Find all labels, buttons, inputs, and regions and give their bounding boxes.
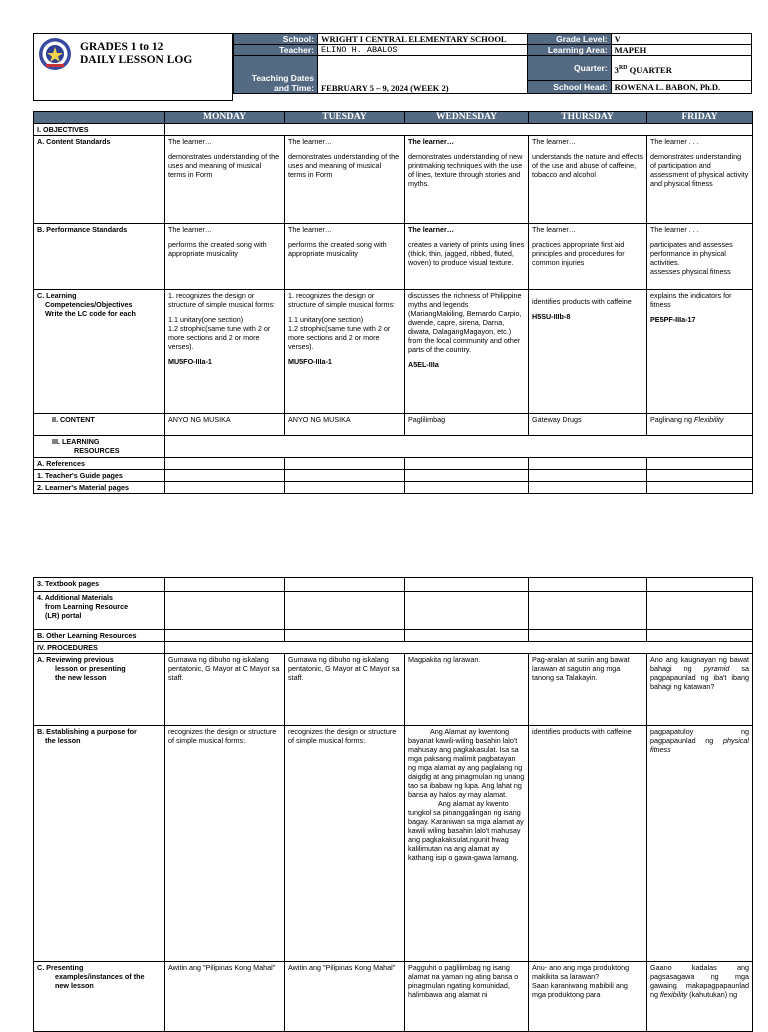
perf-std-thursday xyxy=(529,224,647,290)
comp-thu-code: H5SU-IIIb-8 xyxy=(532,312,571,321)
other-resources-row xyxy=(34,630,753,642)
presenting-fri-1: Gaano kadalas ang pagsasagawa ng mga gawaing makapagpapaunlad ng xyxy=(650,963,749,999)
references-label: A. References xyxy=(34,458,165,470)
purpose-wednesday xyxy=(405,726,529,962)
perf-std-tuesday xyxy=(285,224,405,290)
ps-tue-intro: The learner… xyxy=(288,225,332,234)
cs-fri-intro: The learner . . . xyxy=(650,137,699,146)
presenting-row xyxy=(34,962,753,1032)
content-std-friday xyxy=(647,136,753,224)
review-fri-3: sa pagpapaunlad ng iba't ibang bahagi ng katawan? xyxy=(650,664,749,691)
content-monday: ANYO NG MUSIKA xyxy=(165,414,285,436)
quarter-value xyxy=(612,56,751,81)
ps-mon-intro: The learner… xyxy=(168,225,212,234)
school-value: WRIGHT I CENTRAL ELEMENTARY SCHOOL xyxy=(317,34,527,45)
purpose-label-1: B. Establishing a purpose for xyxy=(37,727,137,736)
content-row xyxy=(34,414,753,436)
quarter-text: QUARTER xyxy=(627,64,672,75)
ps-thu-intro: The learner… xyxy=(532,225,576,234)
presenting-thu-1: Anu- ano ang mga produktong makikita sa larawan? xyxy=(532,963,630,981)
head-label: School Head: xyxy=(553,82,608,92)
reviewing-label-1: A. Reviewing previous xyxy=(37,655,114,664)
or-wed xyxy=(405,630,529,642)
comp-tue-3: 1.2 strophic(same tune with 2 or more sections and 2 or more verses). xyxy=(288,324,391,351)
cs-tue-intro: The learner… xyxy=(288,137,332,146)
content-std-tuesday xyxy=(285,136,405,224)
learner-material-label: 2. Learner's Material pages xyxy=(34,482,165,494)
purpose-row xyxy=(34,726,753,962)
lm-wed xyxy=(405,482,529,494)
day-wednesday: WEDNESDAY xyxy=(405,112,529,124)
tb-wed xyxy=(405,578,529,592)
teacher-guide-label: 1. Teacher's Guide pages xyxy=(34,470,165,482)
objectives-label: I. OBJECTIVES xyxy=(34,124,165,136)
ps-wed-text: creates a variety of prints using lines (thick, thin, jagged, ribbed, fluted, woven) to produce visual texture. xyxy=(408,240,525,267)
quarter-label: Quarter: xyxy=(528,56,610,81)
comp-mon-3: 1.2 strophic(same tune with 2 or more sections and 2 or more verses). xyxy=(168,324,271,351)
day-monday: MONDAY xyxy=(165,112,285,124)
comp-fri-code: PE5PF-IIIa-17 xyxy=(650,315,696,324)
dates-label-line-2: and Time: xyxy=(273,83,314,93)
tb-mon xyxy=(165,578,285,592)
additional-label-2: from Learning Resource xyxy=(45,602,129,611)
cs-mon-intro: The learner… xyxy=(168,137,212,146)
purpose-wed-2: Ang alamat ay kwento tungkol sa pinanggalingan ng isang bagay. Karaniwan sa mga alamat ay kawili wiling basahin lalo't mahusay ang pagkakaksulat,ngunit hwag kalilimutan na ang alamat ay kathang isip o gawa-gawa lamang. xyxy=(408,799,524,862)
cs-tue-text: demonstrates understanding of the uses and meaning of musical terms in Form xyxy=(288,152,400,179)
teacher-label: Teacher: xyxy=(234,45,318,56)
ref-thu xyxy=(529,458,647,470)
textbook-label: 3. Textbook pages xyxy=(34,578,165,592)
purpose-label xyxy=(34,726,165,962)
dates-label xyxy=(234,56,318,94)
comp-mon-code: MU5FO-IIIa-1 xyxy=(168,357,212,366)
resources-label xyxy=(34,436,165,458)
am-mon xyxy=(165,592,285,630)
title-box xyxy=(33,33,233,101)
comp-monday xyxy=(165,290,285,414)
comp-wed-1: discusses the richness of Philippine myths and legends (MariangMakiling, Bernardo Carpio, dwende, capre, sirena, Darna, diwata, DalagangMagayon, etc.) from the local community and other parts of the country. xyxy=(408,291,522,354)
learner-material-row xyxy=(34,482,753,494)
content-std-monday xyxy=(165,136,285,224)
corner-cell xyxy=(34,112,165,124)
purpose-friday xyxy=(647,726,753,962)
content-standards-row xyxy=(34,136,753,224)
content-thursday: Gateway Drugs xyxy=(529,414,647,436)
comp-tue-code: MU5FO-IIIa-1 xyxy=(288,357,332,366)
comp-friday xyxy=(647,290,753,414)
content-fri-italic: Flexibility xyxy=(693,415,724,424)
procedures-span xyxy=(165,642,753,654)
quarter-sup: RD xyxy=(618,65,628,71)
review-thursday: Pag-aralan at suriin ang bawat larawan at sagutin ang mga tanong sa Talakayin. xyxy=(529,654,647,726)
review-monday: Gumawa ng dibuho ng iskalang pentatonic, G Mayor at C Mayor sa staff. xyxy=(165,654,285,726)
comp-mon-1: 1. recognizes the design or structure of simple musical forms: xyxy=(168,291,276,309)
competencies-label-1: C. Learning xyxy=(37,291,77,300)
reviewing-label-2: lesson or presenting xyxy=(55,664,126,673)
resources-label-1: III. LEARNING xyxy=(52,437,100,446)
quarter-number: 3 xyxy=(614,64,619,75)
grade-label: Grade Level: xyxy=(528,34,611,45)
deped-seal-icon xyxy=(38,37,72,71)
reviewing-row xyxy=(34,654,753,726)
comp-tue-2: 1.1 unitary(one section) xyxy=(288,315,364,324)
purpose-thursday: identifies products with caffeine xyxy=(529,726,647,962)
competencies-label-2: Competencies/Objectives xyxy=(45,300,133,309)
lm-fri xyxy=(647,482,753,494)
comp-wed-code: A5EL-IIIa xyxy=(408,360,439,369)
ref-tue xyxy=(285,458,405,470)
tg-wed xyxy=(405,470,529,482)
resources-span xyxy=(165,436,753,458)
presenting-monday: Awitin ang "Pilipinas Kong Mahal" xyxy=(165,962,285,1032)
teacher-guide-row xyxy=(34,470,753,482)
comp-thursday xyxy=(529,290,647,414)
ps-fri-intro: The learner . . . xyxy=(650,225,699,234)
procedures-row xyxy=(34,642,753,654)
cs-thu-text: understands the nature and effects of the use and abuse of caffeine, tobacco and alcohol xyxy=(532,152,643,179)
presenting-friday xyxy=(647,962,753,1032)
lm-tue xyxy=(285,482,405,494)
competencies-label-3: Write the LC code for each xyxy=(45,309,136,318)
content-tuesday: ANYO NG MUSIKA xyxy=(285,414,405,436)
lm-thu xyxy=(529,482,647,494)
document-title xyxy=(80,41,192,67)
content-fri-text: Paglinang ng xyxy=(650,415,694,424)
header-info-grid xyxy=(233,33,752,94)
review-wednesday: Magpakita ng larawan. xyxy=(405,654,529,726)
day-friday: FRIDAY xyxy=(647,112,753,124)
presenting-label xyxy=(34,962,165,1032)
title-line-1: GRADES 1 to 12 xyxy=(80,41,164,53)
day-thursday: THURSDAY xyxy=(529,112,647,124)
tb-fri xyxy=(647,578,753,592)
tb-thu xyxy=(529,578,647,592)
purpose-wed-1: Ang Alamat ay kwentong bayanat kawili-wiling basahin lalo't mahusay ang pagkakasulat. Isa sa mga paksang malimit pagbatayan ng mga alamat ay ang paglalang ng daigdig at ang pinagmulan ng unang tao sa ibabaw ng lupa. Ang lahat ng bansa ay halos ay may alamat. xyxy=(408,727,525,799)
additional-label-3: (LR) portal xyxy=(45,611,82,620)
tg-mon xyxy=(165,470,285,482)
perf-std-wednesday xyxy=(405,224,529,290)
purpose-fri-1: pagpapatuloy ng pagpapaunlad ng xyxy=(650,727,749,745)
presenting-label-1: C. Presenting xyxy=(37,963,84,972)
area-label: Learning Area: xyxy=(528,45,611,56)
ps-fri-text: participates and assesses performance in physical activities. xyxy=(650,240,733,267)
or-tue xyxy=(285,630,405,642)
ref-mon xyxy=(165,458,285,470)
ps-tue-text: performs the created song with appropriate musicality xyxy=(288,240,387,258)
or-thu xyxy=(529,630,647,642)
ps-mon-text: performs the created song with appropriate musicality xyxy=(168,240,267,258)
or-fri xyxy=(647,630,753,642)
content-std-thursday xyxy=(529,136,647,224)
teacher-value: ELINO H. ABALOS xyxy=(317,45,527,56)
content-standards-label: A. Content Standards xyxy=(34,136,165,224)
resources-row xyxy=(34,436,753,458)
reviewing-label xyxy=(34,654,165,726)
quarter-head-cell xyxy=(528,56,611,94)
day-tuesday: TUESDAY xyxy=(285,112,405,124)
cs-wed-intro: The learner… xyxy=(408,137,454,146)
day-header-row xyxy=(34,112,753,124)
purpose-fri-italic: physical fitness xyxy=(650,736,749,754)
dates-value: FEBRUARY 5 – 9, 2024 (WEEK 2) xyxy=(317,56,527,94)
head-value: ROWENA L. BABON, Ph.D. xyxy=(614,82,721,92)
additional-materials-label xyxy=(34,592,165,630)
purpose-label-2: the lesson xyxy=(45,736,81,745)
grade-value: V xyxy=(611,34,751,45)
lesson-log-header xyxy=(33,33,752,101)
review-fri-1: Ano ang kaugnayan ng bawat bahagi ng xyxy=(650,655,749,673)
resources-label-2: RESOURCES xyxy=(74,446,120,455)
comp-fri-1: explains the indicators for fitness xyxy=(650,291,732,309)
ps-thu-text: practices appropriate first aid principles and procedures for common injuries xyxy=(532,240,625,267)
objectives-span xyxy=(165,124,753,136)
tg-tue xyxy=(285,470,405,482)
title-line-2: DAILY LESSON LOG xyxy=(80,54,193,66)
textbook-row xyxy=(34,578,753,592)
presenting-fri-italic: flexibility xyxy=(660,990,688,999)
review-tuesday: Gumawa ng dibuho ng iskalang pentatonic, G Mayor at C Mayor sa staff. xyxy=(285,654,405,726)
ref-fri xyxy=(647,458,753,470)
comp-mon-2: 1.1 unitary(one section) xyxy=(168,315,244,324)
presenting-wednesday: Pagguhit o paglilimbag ng isang alamat na yaman ng ating bansa o pinagmulan ngating komunidad, halimbawa ang alamat ni xyxy=(405,962,529,1032)
comp-thu-1: identifies products with caffeine xyxy=(532,297,632,306)
cs-thu-intro: The learner… xyxy=(532,137,576,146)
performance-standards-row xyxy=(34,224,753,290)
am-thu xyxy=(529,592,647,630)
am-tue xyxy=(285,592,405,630)
competencies-row xyxy=(34,290,753,414)
cs-fri-text: demonstrates understanding of participation and assessment of physical activity and physical fitness xyxy=(650,152,749,188)
perf-std-friday xyxy=(647,224,753,290)
review-friday xyxy=(647,654,753,726)
or-mon xyxy=(165,630,285,642)
school-label: School: xyxy=(234,34,318,45)
ref-wed xyxy=(405,458,529,470)
presenting-thursday xyxy=(529,962,647,1032)
am-fri xyxy=(647,592,753,630)
ps-wed-intro: The learner… xyxy=(408,225,454,234)
reviewing-label-3: the new lesson xyxy=(55,673,107,682)
other-resources-label: B. Other Learning Resources xyxy=(34,630,165,642)
presenting-thu-2: Saan karaniwang mabibili ang mga produktong para xyxy=(532,981,628,999)
performance-standards-label: B. Performance Standards xyxy=(34,224,165,290)
lesson-log-table-page-2 xyxy=(33,577,753,1032)
comp-tue-1: 1. recognizes the design or structure of simple musical forms: xyxy=(288,291,396,309)
lm-mon xyxy=(165,482,285,494)
tb-tue xyxy=(285,578,405,592)
additional-materials-row xyxy=(34,592,753,630)
purpose-tuesday: recognizes the design or structure of simple musical forms: xyxy=(285,726,405,962)
ps-fri-text-2: assesses physical fitness xyxy=(650,267,731,276)
tg-thu xyxy=(529,470,647,482)
cs-wed-text: demonstrates understanding of new printmaking techniques with the use of lines, texture through stories and myths. xyxy=(408,152,523,188)
content-std-wednesday xyxy=(405,136,529,224)
page-1 xyxy=(0,0,768,510)
dates-label-line-1: Teaching Dates xyxy=(251,73,314,83)
content-friday xyxy=(647,414,753,436)
purpose-monday: recognizes the design or structure of simple musical forms: xyxy=(165,726,285,962)
procedures-label: IV. PROCEDURES xyxy=(34,642,165,654)
objectives-row xyxy=(34,124,753,136)
content-label: II. CONTENT xyxy=(34,414,165,436)
presenting-tuesday: Awitin ang "Pilipinas Kong Mahal" xyxy=(285,962,405,1032)
comp-wednesday xyxy=(405,290,529,414)
perf-std-monday xyxy=(165,224,285,290)
presenting-label-2: examples/instances of the xyxy=(55,972,145,981)
presenting-label-3: new lesson xyxy=(55,981,94,990)
references-row xyxy=(34,458,753,470)
lesson-log-table-page-1 xyxy=(33,111,753,494)
review-fri-italic: pyramid xyxy=(703,664,730,673)
am-wed xyxy=(405,592,529,630)
additional-label-1: 4. Additional Materials xyxy=(37,593,114,602)
tg-fri xyxy=(647,470,753,482)
comp-tuesday xyxy=(285,290,405,414)
competencies-label xyxy=(34,290,165,414)
cs-mon-text: demonstrates understanding of the uses and meaning of musical terms in Form xyxy=(168,152,280,179)
content-wednesday: Paglilimbag xyxy=(405,414,529,436)
area-value: MAPEH xyxy=(611,45,751,56)
quarter-head-values xyxy=(611,56,751,94)
page-2 xyxy=(0,570,768,1024)
presenting-fri-3: (kahutukan) ng xyxy=(687,990,738,999)
